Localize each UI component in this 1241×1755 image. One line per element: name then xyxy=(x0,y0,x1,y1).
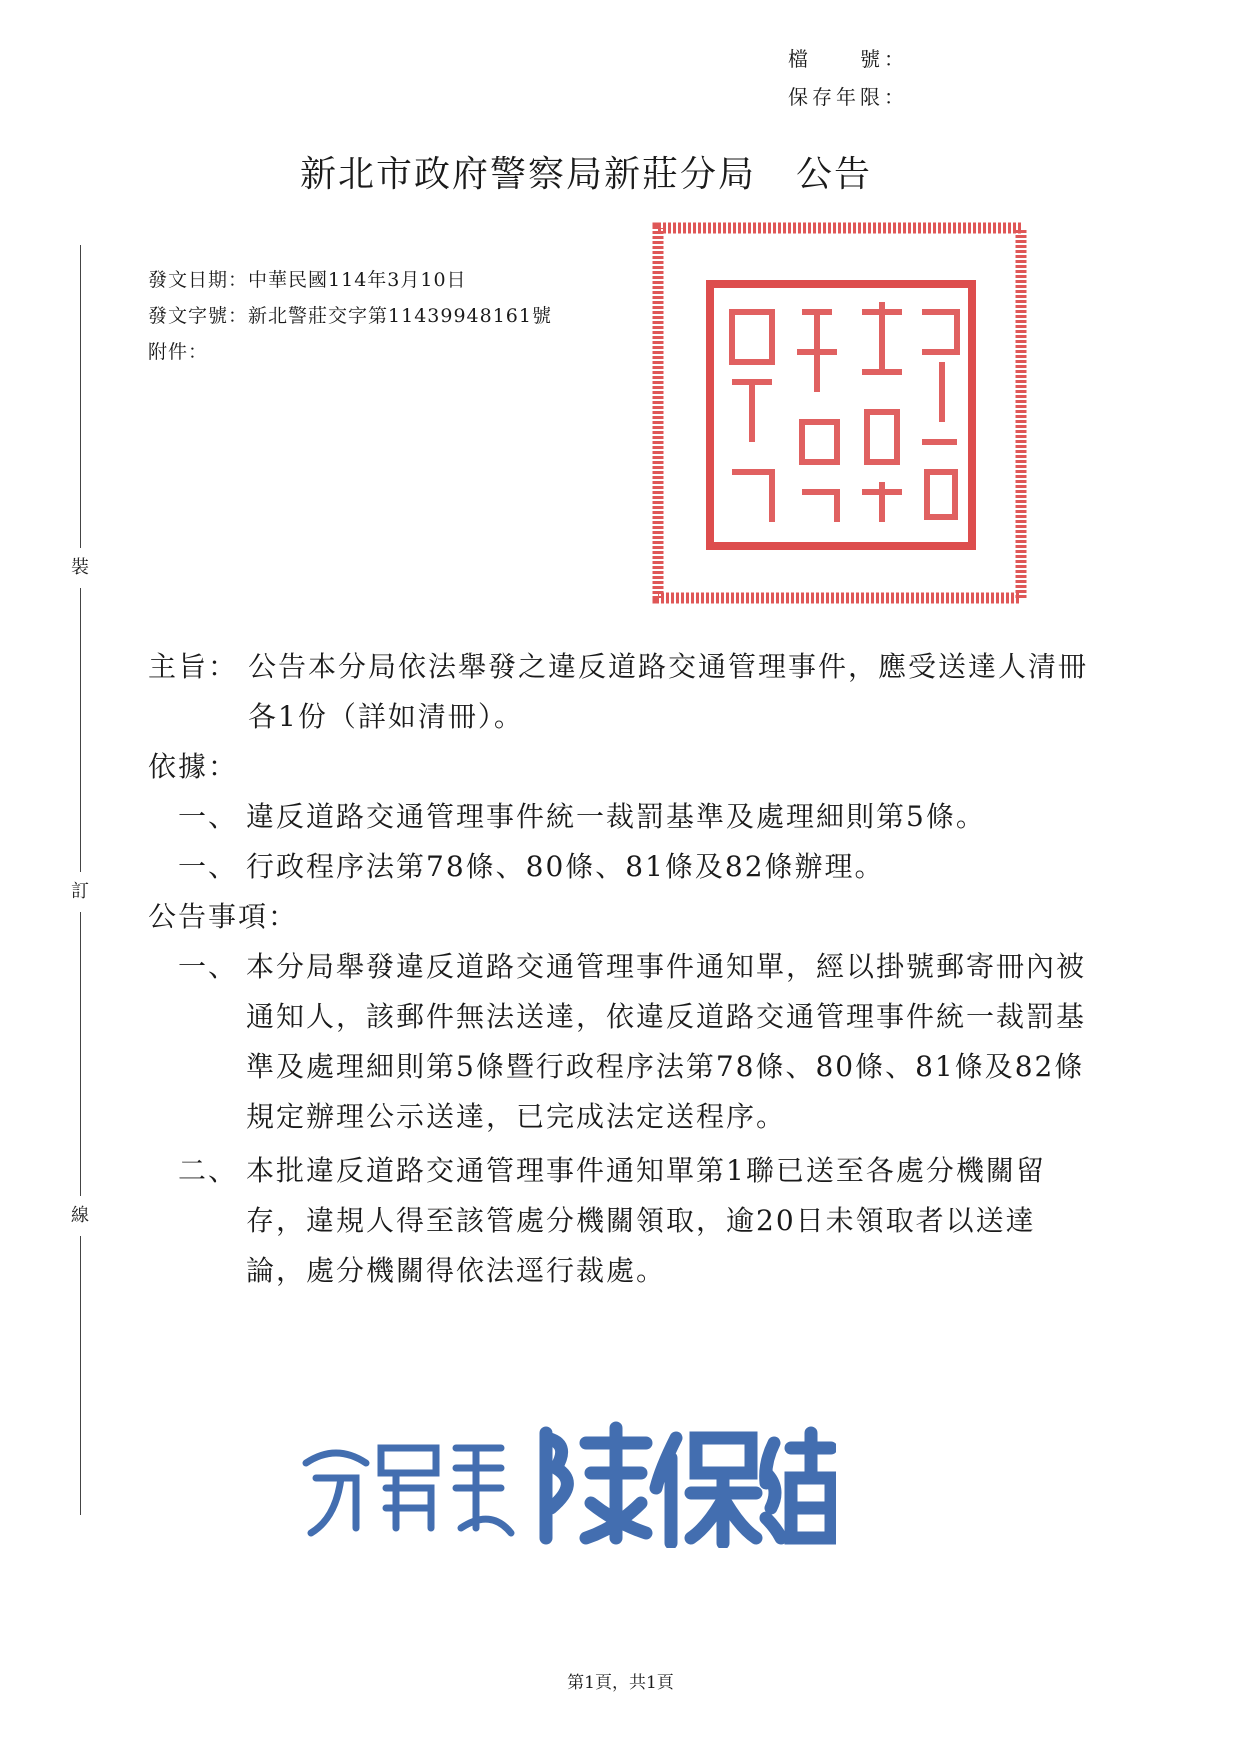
retention-period-label: 保存年限： xyxy=(788,85,908,109)
reference-number xyxy=(148,298,552,334)
notice-item-text: 本分局舉發違反道路交通管理事件通知單，經以掛號郵寄冊內被通知人，該郵件無法送達，依違反道路交通管理事件統一裁罰基準及處理細則第5條暨行政程序法第78條、80條、81條及82條規定辦理公示送達，已完成法定送程序。 xyxy=(246,950,1087,1133)
file-number-label: 檔 號： xyxy=(788,47,908,71)
issue-date-label: 發文日期： xyxy=(148,269,249,291)
subject-text: 公告本分局依法舉發之違反道路交通管理事件，應受送達人清冊各1份（詳如清冊）。 xyxy=(248,650,1089,733)
issuance-info xyxy=(148,262,552,370)
agency-name: 新北市政府警察局新莊分局 xyxy=(300,154,757,195)
issue-date-value: 中華民國114年3月10日 xyxy=(248,269,467,291)
basis-item-number: 一、 xyxy=(178,850,239,883)
basis-item-text: 行政程序法第78條、80條、81條及82條辦理。 xyxy=(246,850,885,883)
notice-item-text: 本批違反道路交通管理事件通知單第1聯已送至各處分機關留存，違規人得至該管處分機關領取，逾20日未領取者以送達論，處分機關得依法逕行裁處。 xyxy=(246,1154,1046,1287)
basis-heading: 依據： xyxy=(148,750,239,783)
basis-item xyxy=(148,792,1088,842)
issue-date xyxy=(148,262,552,298)
basis-item-number: 一、 xyxy=(178,800,239,833)
file-meta xyxy=(788,40,908,116)
binding-mark-zhuang: 裝 xyxy=(68,548,92,588)
basis-item-text: 違反道路交通管理事件統一裁罰基準及處理細則第5條。 xyxy=(246,800,986,833)
director-signature-stamp xyxy=(296,1418,836,1548)
basis-item xyxy=(148,842,1088,892)
notice-item-number: 一、 xyxy=(178,950,239,983)
binding-mark-ding: 訂 xyxy=(68,872,92,912)
binding-mark-xian: 線 xyxy=(68,1196,92,1236)
document-title xyxy=(300,146,872,197)
reference-label: 發文字號： xyxy=(148,305,249,327)
reference-value: 新北警莊交字第11439948161號 xyxy=(248,305,552,327)
subject-label: 主旨： xyxy=(148,650,239,683)
notices-heading: 公告事項： xyxy=(148,900,299,933)
notice-item-number: 二、 xyxy=(178,1154,239,1187)
notice-item xyxy=(148,1146,1088,1296)
attachment xyxy=(148,334,552,370)
subject-section xyxy=(148,642,1088,742)
main-content xyxy=(148,642,1088,1296)
attachment-label: 附件： xyxy=(148,341,209,363)
notice-item xyxy=(148,942,1088,1142)
page-footer: 第1頁，共1頁 xyxy=(567,1673,674,1693)
document-type: 公告 xyxy=(796,154,873,195)
official-seal xyxy=(652,222,1027,604)
